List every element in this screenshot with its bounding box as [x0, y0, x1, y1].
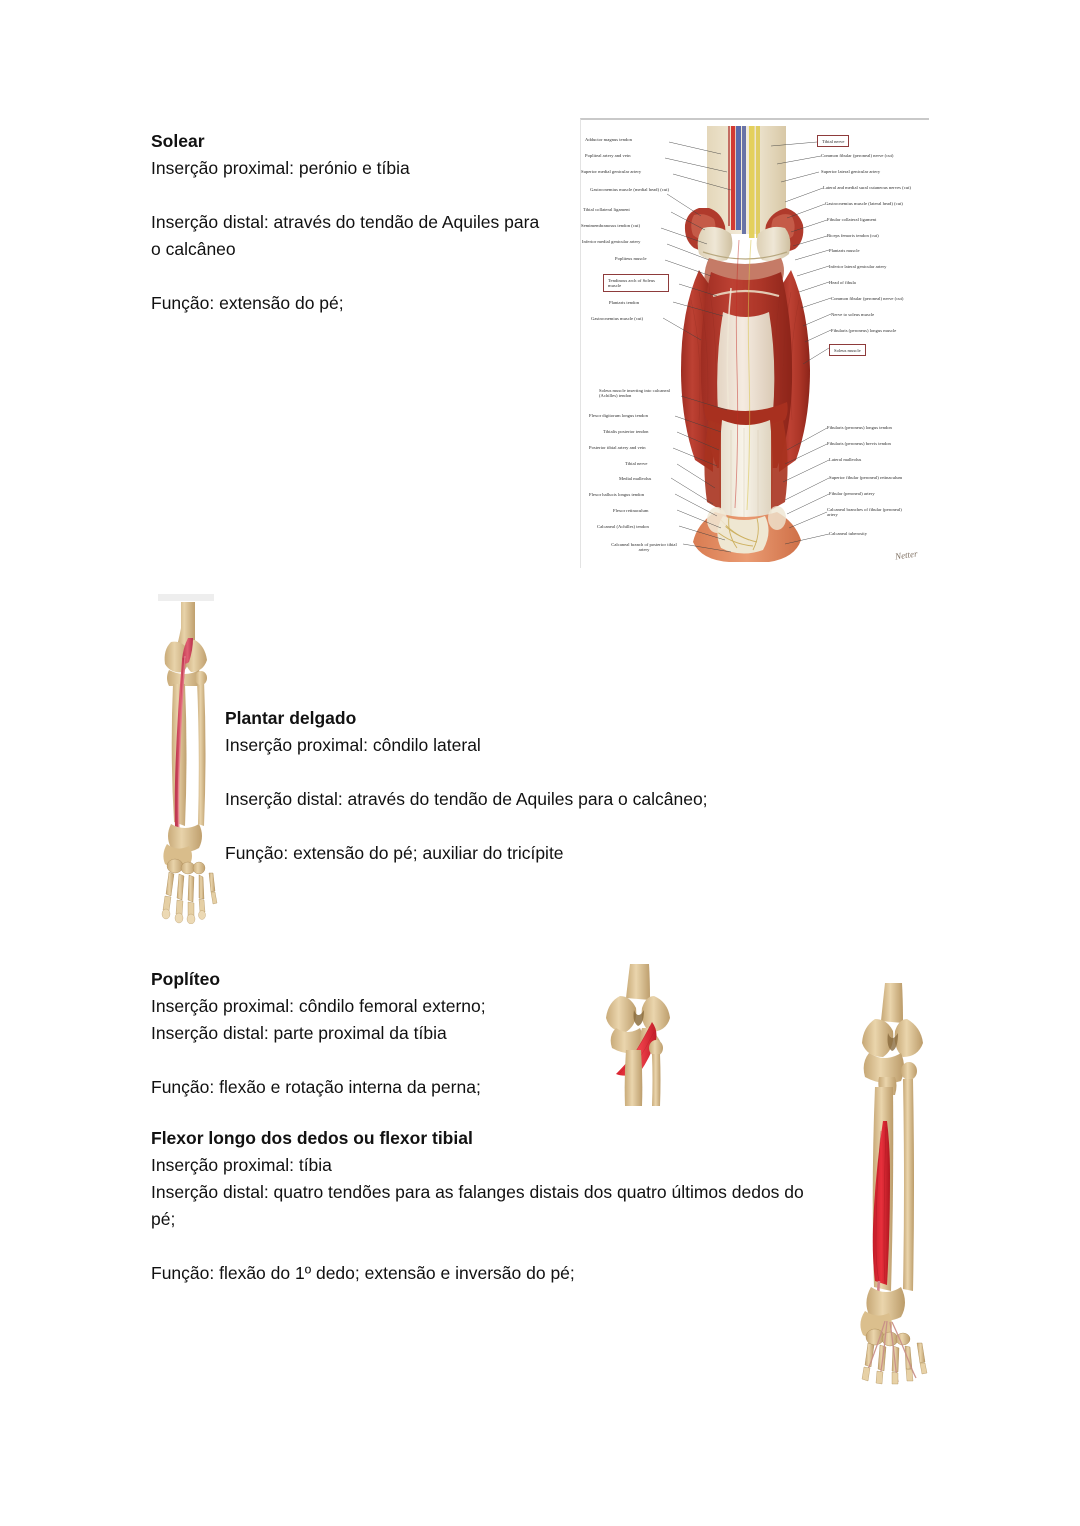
figure-plantaris-skeleton: [155, 594, 233, 924]
label-tibial-nerve-boxed: Tibial nerve: [817, 135, 849, 147]
section-solear: [151, 128, 571, 317]
flexor-funcao: Função: flexão do 1º dedo; extensão e inversão do pé;: [151, 1263, 575, 1283]
label-inferior-medial-genicular-artery: Inferior medial genicular artery: [582, 239, 641, 244]
label-posterior-tibial-artery-and-vein: Posterior tibial artery and vein: [589, 445, 646, 450]
figure-netter-posterior-leg: [580, 118, 929, 568]
spacer: [151, 182, 571, 209]
label-common-fibular-nerve-cut-1: Common fibular (peroneal) nerve (cut): [821, 153, 894, 158]
spacer: [151, 1233, 851, 1260]
plantar-funcao: Função: extensão do pé; auxiliar do tricípite: [225, 843, 564, 863]
section-heading-plantar-delgado: Plantar delgado: [225, 708, 357, 728]
flexor-insercao-proximal: Inserção proximal: tíbia: [151, 1155, 332, 1175]
label-fibularis-longus-tendon: Fibularis (peroneus) longus tendon: [827, 425, 892, 430]
label-sural-cutaneous-nerves: Lateral and medial sural cutaneous nerves (cut): [823, 185, 911, 190]
label-semimembranosus-tendon: Semimembranosus tendon (cut): [581, 223, 640, 228]
label-plantaris-tendon: Plantaris tendon: [609, 300, 640, 305]
spacer: [151, 263, 571, 290]
label-superior-fibular-retinaculum: Superior fibular (peroneal) retinaculum: [829, 475, 903, 480]
label-plantaris-muscle: Plantaris muscle: [829, 248, 860, 253]
flexor-insercao-distal-l1: Inserção distal: quatro tendões para as falanges distais dos quatro últimos dedos do: [151, 1182, 804, 1202]
label-head-of-fibula: Head of fibula: [829, 280, 856, 285]
label-tibial-collateral-ligament: Tibial collateral ligament: [583, 207, 630, 212]
flexor-insercao-distal-l2: pé;: [151, 1209, 176, 1229]
section-heading-flexor-longo: Flexor longo dos dedos ou flexor tibial: [151, 1128, 473, 1148]
popliteus-knee-svg: [592, 962, 688, 1107]
label-inferior-lateral-genicular-artery: Inferior lateral genicular artery: [829, 264, 887, 269]
solear-funcao: Função: extensão do pé;: [151, 293, 344, 313]
section-flexor-longo-dos-dedos: [151, 1125, 851, 1287]
popliteo-insercao-distal: Inserção distal: parte proximal da tíbia: [151, 1023, 447, 1043]
spacer: [225, 813, 785, 840]
solear-insercao-distal-l1: Inserção distal: através do tendão de Aquiles para: [151, 212, 540, 232]
label-medial-malleolus: Medial malleolus: [619, 476, 652, 481]
plantaris-skeleton-svg: [155, 594, 233, 924]
label-adductor-magnus-tendon: Adductor magnus tendon: [585, 137, 632, 142]
spacer: [225, 759, 785, 786]
image-top-band: [158, 594, 214, 601]
label-lateral-malleolus: Lateral malleolus: [829, 457, 862, 462]
label-gastrocnemius-muscle-cut: Gastrocnemius muscle (cut): [591, 316, 644, 321]
label-flexor-digitorum-longus-tendon: Flexor digitorum longus tendon: [589, 413, 648, 418]
artist-signature: Netter: [893, 548, 918, 562]
section-plantar-delgado: [225, 705, 785, 867]
section-popliteo: [151, 966, 591, 1101]
section-heading-solear: Solear: [151, 131, 205, 151]
spacer: [151, 1047, 591, 1074]
label-superior-lateral-genicular-artery: Superior lateral genicular artery: [821, 169, 881, 174]
label-fibularis-brevis-tendon: Fibularis (peroneus) brevis tendon: [827, 441, 891, 446]
label-popliteus-muscle: Popliteus muscle: [615, 256, 647, 261]
figure-flexor-digitorum-longus: [843, 975, 947, 1385]
label-nerve-to-soleus-muscle: Nerve to soleus muscle: [831, 312, 875, 317]
label-flexor-hallucis-longus-tendon: Flexor hallucis longus tendon: [589, 492, 645, 497]
label-soleus-muscle-boxed: Soleus muscle: [829, 344, 866, 356]
plantar-insercao-distal: Inserção distal: através do tendão de Aquiles para o calcâneo;: [225, 789, 708, 809]
label-tibial-nerve-left: Tibial nerve: [625, 461, 648, 466]
label-gastrocnemius-medial-head: Gastrocnemius muscle (medial head) (cut): [590, 187, 669, 192]
label-popliteal-artery-and-vein: Popliteal artery and vein: [585, 153, 631, 158]
plantar-insercao-proximal: Inserção proximal: côndilo lateral: [225, 735, 481, 755]
popliteo-insercao-proximal: Inserção proximal: côndilo femoral externo;: [151, 996, 486, 1016]
label-common-fibular-nerve-cut-2: Common fibular (peroneal) nerve (cut): [831, 296, 904, 301]
popliteo-funcao: Função: flexão e rotação interna da perna;: [151, 1077, 481, 1097]
label-superior-medial-genicular-artery: Superior medial genicular artery: [581, 169, 642, 174]
label-fibular-collateral-ligament: Fibular collateral ligament: [827, 217, 877, 222]
label-calcaneal-branch-posterior-tibial-artery: Calcaneal branch of posterior tibial artery: [611, 542, 677, 553]
label-biceps-femoris-tendon: Biceps femoris tendon (cut): [827, 233, 879, 238]
figure-popliteus-knee: [592, 962, 688, 1107]
section-heading-popliteo: Poplíteo: [151, 969, 221, 989]
label-flexor-retinaculum: Flexor retinaculum: [613, 508, 649, 513]
label-calcaneal-achilles-tendon: Calcaneal (Achilles) tendon: [597, 524, 649, 529]
label-fibular-peroneal-artery: Fibular (peroneal) artery: [829, 491, 875, 496]
label-tendinous-arch-of-soleus-muscle: Tendinous arch of Soleus muscle: [603, 274, 669, 292]
label-calcaneal-branches-fibular-artery: Calcaneal branches of fibular (peroneal) artery: [827, 507, 902, 518]
label-tibialis-posterior-tendon: Tibialis posterior tendon: [603, 429, 649, 434]
label-soleus-inserting-into-achilles: Soleus muscle inserting into calcaneal (Achilles) tendon: [599, 388, 670, 399]
solear-insercao-distal-l2: o calcâneo: [151, 239, 236, 259]
flexor-digitorum-skeleton-svg: [843, 975, 947, 1385]
label-gastrocnemius-lateral-head: Gastrocnemius muscle (lateral head) (cut): [825, 201, 903, 206]
label-calcaneal-tuberosity: Calcaneal tuberosity: [829, 531, 868, 536]
solear-insercao-proximal: Inserção proximal: perónio e tíbia: [151, 158, 410, 178]
label-fibularis-longus-muscle: Fibularis (peroneus) longus muscle: [831, 328, 897, 333]
